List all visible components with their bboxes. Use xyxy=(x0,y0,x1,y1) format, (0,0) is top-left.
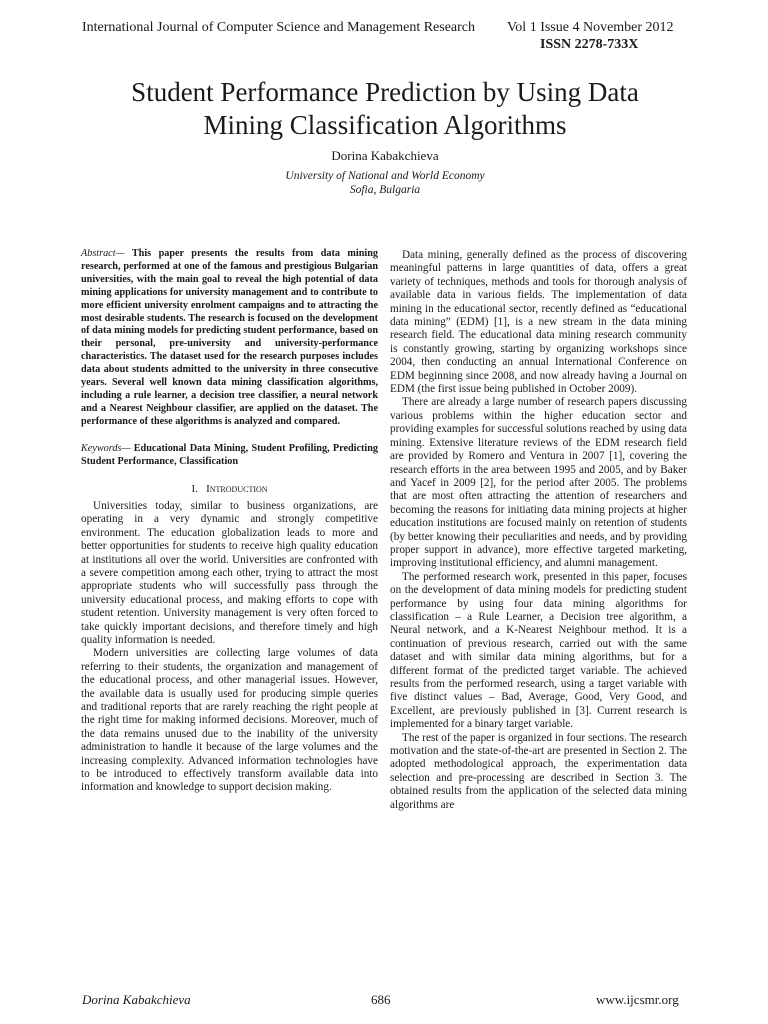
body-paragraph: Modern universities are collecting large volumes of data referring to their students, the organization and management of the educational process, and other managerial issues. However, the available data is usually used for producing simple queries and traditional reports that are rarely reaching the right people at the right time for making informed decisions. Moreover, much of the data remains unused due to the inability of the university administration to handle it because of the large volumes and the increasing complexity. Advanced information technologies have to be introduced to effectively transform available data into information and knowledge to support decision making. xyxy=(81,647,378,794)
keywords xyxy=(81,443,378,469)
body-paragraph: The performed research work, presented in this paper, focuses on the development of data mining models for predicting student performance by using four data mining algorithms for classification – a Rule Learner, a Decision tree algorithm, a Neural network, and a K-Nearest Neighbour method. It is a continuation of previous research, carried out with the same dataset and with similar data mining algorithms, but for a different format of the predicted target variable. The achieved results from the performed research, using a target variable with five distinct values – Bad, Average, Good, Very Good, and Excellent, are previously published in [3]. Current research is implemented for a binary target variable. xyxy=(390,570,687,731)
right-column xyxy=(390,249,687,812)
journal-url: www.ijcsmr.org xyxy=(596,992,679,1007)
footer-author: Dorina Kabakchieva xyxy=(82,992,191,1007)
section-heading xyxy=(81,483,378,496)
keywords-label: Keywords— xyxy=(81,442,131,454)
abstract-text: This paper presents the results from data mining research, performed at one of the famous and prestigious Bulgarian universities, with the main goal to reveal the high potential of data mining applications for university management and to contribute to more efficient university enrolment campaigns and to attracting the most desirable students. The research is focused on the development of data mining models for predicting student performance, based on their personal, pre-university and university-performance characteristics. The dataset used for the research purposes includes data about students admitted to the university in three consecutive years. Several well known data mining classification algorithms, including a rule learner, a decision tree classifier, a neural network and a Nearest Neighbour classifier, are applied on the dataset. The performance of these algorithms is analyzed and compared. xyxy=(81,248,378,427)
left-column xyxy=(81,248,378,795)
page-number: 686 xyxy=(371,992,391,1007)
body-paragraph: Data mining, generally defined as the process of discovering meaningful patterns in large quantities of data, offers a great variety of techniques, methods and tools for thorough analysis of available data in various fields. The implementation of data mining in the educational sector, recently defined as “educational data mining” (EDM) [1], is a new stream in the data mining research field. The educational data mining research community is constantly growing, starting by organizing workshops since 2004, then conducting an annual International Conference on EDM beginning since 2008, and now already having a Journal on EDM (the first issue being published in October 2009). xyxy=(390,249,687,396)
paper-title-line-2: Mining Classification Algorithms xyxy=(203,110,567,140)
body-paragraph: There are already a large number of research papers discussing various problems within the higher education sector and providing examples for successful solutions reached by using data mining. Extensive literature reviews of the EDM research field are provided by Romero and Ventura in 2007 [1], covering the research efforts in the area between 1995 and 2005, and by Baker and Yacef in 2009 [2], for the period after 2005. The problems that are most often attracting the attention of researchers and becoming the reasons for initiating data mining projects at higher education institutions are focused mainly on retention of students (by better knowing their peculiarities and needs, and by providing proper support in advance), more effective targeted marketing, improving institutional efficiency, and alumni management. xyxy=(390,396,687,570)
body-paragraph: Universities today, similar to business organizations, are operating in a very dynamic and strongly competitive environment. The education globalization leads to more and better opportunities for students to receive high quality education at institutions all over the world. Universities are confronted with a severe competition among each other, trying to attract the most appropriate students who will successfully pass through the university educational process, and making efforts to cope with student retention. University management is very often forced to take quickly important decisions, and therefore timely and high quality information is needed. xyxy=(81,499,378,646)
author-name: Dorina Kabakchieva xyxy=(331,148,439,163)
paper-title xyxy=(80,76,690,142)
section-number: I. xyxy=(191,482,198,495)
section-title: Introduction xyxy=(206,482,268,495)
affiliation-line-1: University of National and World Economy xyxy=(285,170,485,182)
journal-name: International Journal of Computer Science and Management Research xyxy=(82,20,476,35)
issn: ISSN 2278-733X xyxy=(540,37,639,52)
keywords-text: Educational Data Mining, Student Profiling, Predicting Student Performance, Classification xyxy=(81,442,378,467)
abstract-label: Abstract— xyxy=(81,248,125,259)
affiliation-line-2: Sofia, Bulgaria xyxy=(349,184,421,196)
paper-title-line-1: Student Performance Prediction by Using Data xyxy=(131,77,639,107)
volume-issue: Vol 1 Issue 4 November 2012 xyxy=(507,20,674,35)
affiliation xyxy=(80,169,690,197)
abstract xyxy=(81,248,378,429)
body-paragraph: The rest of the paper is organized in four sections. The research motivation and the state-of-the-art are presented in Section 2. The adopted methodological approach, the experimentation data selection and pre-processing are described in Section 3. The obtained results from the application of the selected data mining algorithms are xyxy=(390,731,687,811)
